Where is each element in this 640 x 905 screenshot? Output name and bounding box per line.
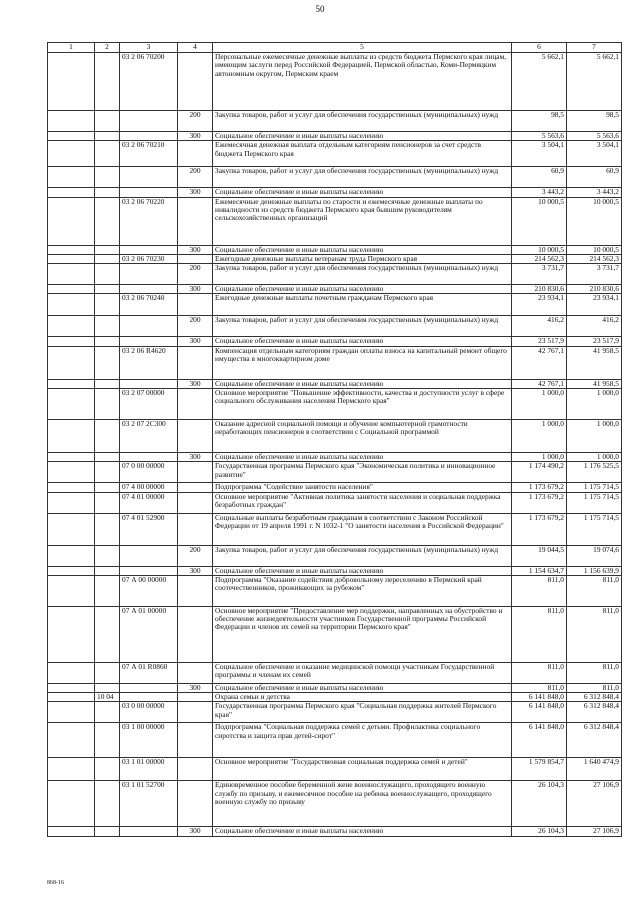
cell-expense-type <box>178 693 213 702</box>
cell-amount-2017: 6 141 848,0 <box>512 693 567 702</box>
cell-amount-2017: 811,0 <box>512 662 567 683</box>
cell-name: Оказание адресной социальной помощи и обучение компьютерной грамотности неработающих пенсионеров в соответствии с Социальной программой <box>213 419 512 452</box>
cell-target-code: 07 А 01 R0860 <box>120 662 178 683</box>
cell-expense-type <box>178 53 213 111</box>
cell-name: Закупка товаров, работ и услуг для обеспечения государственных (муниципальных) нужд <box>213 316 512 337</box>
cell-amount-2018: 6 312 848,4 <box>567 702 622 723</box>
cell-section <box>95 483 120 492</box>
cell-section <box>95 606 120 662</box>
cell-section <box>95 197 120 245</box>
cell-section <box>95 419 120 452</box>
cell-section <box>95 513 120 545</box>
cell-amount-2018: 5 563,6 <box>567 132 622 141</box>
cell-amount-2017: 1 173 679,2 <box>512 492 567 513</box>
cell-blank <box>48 379 95 388</box>
column-header: 3 <box>120 43 178 53</box>
cell-expense-type: 200 <box>178 545 213 566</box>
cell-target-code <box>120 111 178 132</box>
cell-amount-2018: 811,0 <box>567 662 622 683</box>
cell-amount-2018: 811,0 <box>567 575 622 606</box>
cell-section <box>95 285 120 294</box>
cell-blank <box>48 188 95 197</box>
cell-amount-2017: 811,0 <box>512 683 567 692</box>
cell-name: Подпрограмма "Содействие занятости населения" <box>213 483 512 492</box>
cell-amount-2017: 811,0 <box>512 575 567 606</box>
cell-amount-2017: 98,5 <box>512 111 567 132</box>
cell-section <box>95 245 120 254</box>
cell-blank <box>48 141 95 167</box>
cell-amount-2018: 1 000,0 <box>567 452 622 461</box>
column-header: 4 <box>178 43 213 53</box>
cell-name: Компенсация отдельным категориям граждан оплаты взноса на капитальный ремонт общего имущества в многоквартирном доме <box>213 346 512 379</box>
cell-name: Подпрограмма "Социальная поддержка семей с детьми. Профилактика социального сиротства и защита прав детей-сирот" <box>213 723 512 758</box>
table-row <box>48 337 622 346</box>
cell-target-code: 03 2 07 2С300 <box>120 419 178 452</box>
cell-blank <box>48 452 95 461</box>
cell-amount-2018: 5 662,1 <box>567 53 622 111</box>
cell-expense-type: 200 <box>178 264 213 285</box>
cell-amount-2018: 1 000,0 <box>567 419 622 452</box>
cell-amount-2017: 5 563,6 <box>512 132 567 141</box>
budget-table <box>47 42 622 837</box>
cell-blank <box>48 513 95 545</box>
cell-amount-2017: 26 104,3 <box>512 827 567 836</box>
table-row <box>48 462 622 483</box>
cell-name: Закупка товаров, работ и услуг для обеспечения государственных (муниципальных) нужд <box>213 264 512 285</box>
cell-expense-type: 300 <box>178 379 213 388</box>
cell-target-code <box>120 188 178 197</box>
cell-blank <box>48 483 95 492</box>
cell-amount-2017: 23 517,9 <box>512 337 567 346</box>
cell-target-code <box>120 683 178 692</box>
table-row <box>48 758 622 781</box>
cell-target-code: 07 4 01 52900 <box>120 513 178 545</box>
cell-target-code: 03 2 06 R4620 <box>120 346 178 379</box>
cell-blank <box>48 197 95 245</box>
cell-target-code: 07 4 01 00000 <box>120 492 178 513</box>
cell-section <box>95 723 120 758</box>
cell-expense-type <box>178 781 213 827</box>
cell-amount-2017: 10 000,5 <box>512 197 567 245</box>
cell-target-code: 03 2 07 00000 <box>120 388 178 419</box>
table-row <box>48 545 622 566</box>
cell-section <box>95 167 120 188</box>
cell-amount-2018: 1 000,0 <box>567 388 622 419</box>
cell-expense-type <box>178 462 213 483</box>
cell-amount-2017: 1 000,0 <box>512 419 567 452</box>
cell-name: Социальное обеспечение и оказание медицинской помощи участникам Государственной программы и членам их семей <box>213 662 512 683</box>
cell-expense-type: 300 <box>178 285 213 294</box>
cell-expense-type <box>178 492 213 513</box>
table-row <box>48 294 622 316</box>
table-row <box>48 197 622 245</box>
cell-expense-type <box>178 294 213 316</box>
cell-amount-2017: 1 173 679,2 <box>512 513 567 545</box>
cell-expense-type <box>178 346 213 379</box>
cell-target-code <box>120 545 178 566</box>
cell-target-code: 03 2 06 70210 <box>120 141 178 167</box>
table-row <box>48 53 622 111</box>
cell-amount-2018: 19 074,6 <box>567 545 622 566</box>
cell-target-code: 07 0 00 00000 <box>120 462 178 483</box>
table-row <box>48 513 622 545</box>
cell-name: Ежемесячные денежные выплаты по старости и ежемесячные денежные выплаты по инвалидности из средств бюджета Пермского края бывшим руководителям сельскохозяйственных организаций <box>213 197 512 245</box>
cell-name: Основное мероприятие "Предоставление мер поддержки, направленных на обустройство и обеспечение жизнедеятельности участников Государственной программы Российской Федерации и членов их семей на территории Пермского края" <box>213 606 512 662</box>
cell-expense-type: 300 <box>178 245 213 254</box>
footer-code: 868-16 <box>47 880 64 886</box>
cell-section <box>95 141 120 167</box>
table-row <box>48 141 622 167</box>
cell-blank <box>48 388 95 419</box>
cell-section <box>95 545 120 566</box>
table-row <box>48 702 622 723</box>
cell-amount-2018: 41 958,5 <box>567 379 622 388</box>
cell-blank <box>48 781 95 827</box>
cell-blank <box>48 264 95 285</box>
cell-blank <box>48 758 95 781</box>
cell-name: Социальное обеспечение и иные выплаты населению <box>213 245 512 254</box>
cell-blank <box>48 132 95 141</box>
cell-name: Государственная программа Пермского края "Социальная поддержка жителей Пермского края" <box>213 702 512 723</box>
cell-amount-2017: 3 443,2 <box>512 188 567 197</box>
cell-amount-2018: 1 156 639,9 <box>567 566 622 575</box>
cell-amount-2018: 416,2 <box>567 316 622 337</box>
cell-name: Персональные ежемесячные денежные выплаты из средств бюджета Пермского края лицам, имеющим заслуги перед Российской Федерацией, Пермской областью, Коми-Пермяцким автономным округом, Пермским краем <box>213 53 512 111</box>
cell-name: Государственная программа Пермского края "Экономическая политика и инновационное развитие" <box>213 462 512 483</box>
cell-section <box>95 758 120 781</box>
cell-blank <box>48 111 95 132</box>
cell-section <box>95 492 120 513</box>
cell-amount-2017: 3 731,7 <box>512 264 567 285</box>
cell-target-code <box>120 337 178 346</box>
cell-name: Социальное обеспечение и иные выплаты населению <box>213 452 512 461</box>
cell-amount-2017: 42 767,1 <box>512 346 567 379</box>
cell-amount-2018: 10 000,5 <box>567 245 622 254</box>
cell-amount-2018: 1 176 525,5 <box>567 462 622 483</box>
cell-name: Закупка товаров, работ и услуг для обеспечения государственных (муниципальных) нужд <box>213 545 512 566</box>
cell-name: Ежегодные денежные выплаты ветеранам труда Пермского края <box>213 254 512 263</box>
cell-blank <box>48 545 95 566</box>
cell-expense-type: 300 <box>178 683 213 692</box>
cell-target-code: 03 2 06 70200 <box>120 53 178 111</box>
cell-blank <box>48 683 95 692</box>
cell-expense-type <box>178 702 213 723</box>
cell-amount-2018: 210 830,6 <box>567 285 622 294</box>
table-row <box>48 606 622 662</box>
cell-amount-2017: 60,9 <box>512 167 567 188</box>
cell-section <box>95 254 120 263</box>
cell-section <box>95 337 120 346</box>
cell-section <box>95 379 120 388</box>
cell-amount-2017: 19 044,5 <box>512 545 567 566</box>
cell-name: Социальное обеспечение и иные выплаты населению <box>213 566 512 575</box>
table-row <box>48 575 622 606</box>
cell-amount-2017: 1 000,0 <box>512 388 567 419</box>
cell-section <box>95 294 120 316</box>
cell-expense-type <box>178 483 213 492</box>
cell-section <box>95 452 120 461</box>
cell-section: 10 04 <box>95 693 120 702</box>
cell-name: Ежемесячная денежная выплата отдельным категориям пенсионеров за счет средств бюджета Пермского края <box>213 141 512 167</box>
cell-amount-2017: 1 000,0 <box>512 452 567 461</box>
cell-target-code <box>120 264 178 285</box>
cell-target-code: 07 4 00 00000 <box>120 483 178 492</box>
column-header: 7 <box>567 43 622 53</box>
cell-expense-type <box>178 606 213 662</box>
cell-amount-2018: 3 504,1 <box>567 141 622 167</box>
column-header: 6 <box>512 43 567 53</box>
table-row <box>48 316 622 337</box>
cell-name: Охрана семьи и детства <box>213 693 512 702</box>
cell-amount-2018: 1 175 714,5 <box>567 483 622 492</box>
table-row <box>48 167 622 188</box>
table-row <box>48 111 622 132</box>
cell-blank <box>48 492 95 513</box>
cell-section <box>95 53 120 111</box>
cell-name: Социальное обеспечение и иные выплаты населению <box>213 285 512 294</box>
cell-amount-2017: 5 662,1 <box>512 53 567 111</box>
cell-blank <box>48 566 95 575</box>
column-header: 2 <box>95 43 120 53</box>
cell-blank <box>48 419 95 452</box>
cell-amount-2017: 26 104,3 <box>512 781 567 827</box>
cell-name: Единовременное пособие беременной жене военнослужащего, проходящего военную службу по призыву, и ежемесячное пособие на ребенка военнослужащего, проходящего военную службу по призыву <box>213 781 512 827</box>
cell-blank <box>48 316 95 337</box>
cell-amount-2018: 27 106,9 <box>567 781 622 827</box>
cell-blank <box>48 702 95 723</box>
cell-amount-2017: 214 562,3 <box>512 254 567 263</box>
table-row <box>48 245 622 254</box>
cell-blank <box>48 575 95 606</box>
cell-name: Основное мероприятие "Активная политика занятости населения и социальная поддержка безработных граждан" <box>213 492 512 513</box>
cell-amount-2017: 1 173 679,2 <box>512 483 567 492</box>
cell-name: Социальное обеспечение и иные выплаты населению <box>213 188 512 197</box>
cell-amount-2018: 3 731,7 <box>567 264 622 285</box>
cell-expense-type <box>178 758 213 781</box>
cell-blank <box>48 294 95 316</box>
cell-expense-type: 200 <box>178 111 213 132</box>
cell-section <box>95 566 120 575</box>
cell-section <box>95 388 120 419</box>
cell-amount-2017: 811,0 <box>512 606 567 662</box>
cell-amount-2018: 60,9 <box>567 167 622 188</box>
table-row <box>48 723 622 758</box>
table-row <box>48 662 622 683</box>
cell-amount-2018: 10 000,5 <box>567 197 622 245</box>
cell-amount-2018: 23 934,1 <box>567 294 622 316</box>
table-row <box>48 566 622 575</box>
cell-blank <box>48 254 95 263</box>
cell-expense-type <box>178 141 213 167</box>
cell-target-code: 03 2 06 70230 <box>120 254 178 263</box>
cell-target-code: 03 2 06 70220 <box>120 197 178 245</box>
cell-section <box>95 781 120 827</box>
cell-name: Социальное обеспечение и иные выплаты населению <box>213 683 512 692</box>
cell-section <box>95 702 120 723</box>
cell-expense-type: 300 <box>178 337 213 346</box>
cell-expense-type <box>178 723 213 758</box>
cell-section <box>95 346 120 379</box>
table-row <box>48 264 622 285</box>
column-header: 5 <box>213 43 512 53</box>
cell-blank <box>48 827 95 836</box>
cell-amount-2018: 1 640 474,9 <box>567 758 622 781</box>
cell-name: Социальное обеспечение и иные выплаты населению <box>213 827 512 836</box>
cell-expense-type <box>178 197 213 245</box>
cell-name: Основное мероприятие "Повышение эффективности, качества и доступности услуг в сфере социального обслуживания населения Пермского края" <box>213 388 512 419</box>
cell-blank <box>48 346 95 379</box>
cell-section <box>95 827 120 836</box>
cell-amount-2017: 42 767,1 <box>512 379 567 388</box>
cell-target-code: 07 А 01 00000 <box>120 606 178 662</box>
table-row <box>48 188 622 197</box>
cell-amount-2017: 1 154 634,7 <box>512 566 567 575</box>
cell-name: Социальное обеспечение и иные выплаты населению <box>213 132 512 141</box>
cell-target-code: 03 2 06 70240 <box>120 294 178 316</box>
cell-amount-2017: 1 579 854,7 <box>512 758 567 781</box>
page-number: 50 <box>315 4 325 14</box>
cell-name: Основное мероприятие "Государственная социальная поддержка семей и детей" <box>213 758 512 781</box>
cell-expense-type: 300 <box>178 132 213 141</box>
cell-name: Закупка товаров, работ и услуг для обеспечения государственных (муниципальных) нужд <box>213 111 512 132</box>
cell-name: Социальное обеспечение и иные выплаты населению <box>213 379 512 388</box>
cell-expense-type: 300 <box>178 827 213 836</box>
cell-amount-2018: 23 517,9 <box>567 337 622 346</box>
cell-target-code: 03 0 00 00000 <box>120 702 178 723</box>
cell-blank <box>48 693 95 702</box>
cell-target-code: 03 1 01 00000 <box>120 758 178 781</box>
cell-expense-type <box>178 575 213 606</box>
cell-section <box>95 111 120 132</box>
cell-expense-type <box>178 419 213 452</box>
cell-name: Ежегодные денежные выплаты почетным гражданам Пермского края <box>213 294 512 316</box>
cell-blank <box>48 337 95 346</box>
cell-name: Подпрограмма "Оказание содействия добровольному переселению в Пермский край соотечественников, проживающих за рубежом" <box>213 575 512 606</box>
cell-amount-2018: 1 175 714,5 <box>567 513 622 545</box>
cell-amount-2017: 6 141 848,0 <box>512 702 567 723</box>
cell-amount-2018: 3 443,2 <box>567 188 622 197</box>
table-row <box>48 388 622 419</box>
cell-expense-type <box>178 662 213 683</box>
cell-target-code <box>120 566 178 575</box>
column-number-row <box>48 43 622 53</box>
cell-name: Закупка товаров, работ и услуг для обеспечения государственных (муниципальных) нужд <box>213 167 512 188</box>
cell-target-code <box>120 167 178 188</box>
cell-name: Социальное обеспечение и иные выплаты населению <box>213 337 512 346</box>
cell-amount-2018: 811,0 <box>567 606 622 662</box>
cell-section <box>95 575 120 606</box>
table-row <box>48 781 622 827</box>
cell-target-code <box>120 245 178 254</box>
cell-expense-type: 200 <box>178 316 213 337</box>
cell-blank <box>48 167 95 188</box>
cell-section <box>95 316 120 337</box>
cell-expense-type: 300 <box>178 566 213 575</box>
cell-section <box>95 132 120 141</box>
cell-amount-2018: 41 958,5 <box>567 346 622 379</box>
cell-amount-2018: 27 106,9 <box>567 827 622 836</box>
cell-blank <box>48 606 95 662</box>
cell-amount-2018: 811,0 <box>567 683 622 692</box>
cell-target-code: 07 А 00 00000 <box>120 575 178 606</box>
cell-amount-2017: 6 141 848,0 <box>512 723 567 758</box>
cell-amount-2018: 214 562,3 <box>567 254 622 263</box>
cell-section <box>95 662 120 683</box>
table-row <box>48 827 622 836</box>
cell-amount-2018: 1 175 714,5 <box>567 492 622 513</box>
cell-blank <box>48 245 95 254</box>
cell-amount-2018: 6 312 848,4 <box>567 723 622 758</box>
cell-section <box>95 188 120 197</box>
cell-blank <box>48 285 95 294</box>
cell-amount-2017: 3 504,1 <box>512 141 567 167</box>
cell-expense-type: 300 <box>178 452 213 461</box>
cell-expense-type <box>178 388 213 419</box>
cell-amount-2018: 98,5 <box>567 111 622 132</box>
cell-amount-2017: 416,2 <box>512 316 567 337</box>
cell-amount-2017: 23 934,1 <box>512 294 567 316</box>
table-row <box>48 483 622 492</box>
cell-expense-type: 200 <box>178 167 213 188</box>
cell-target-code: 03 1 00 00000 <box>120 723 178 758</box>
cell-blank <box>48 662 95 683</box>
cell-expense-type <box>178 513 213 545</box>
table-row <box>48 419 622 452</box>
cell-target-code <box>120 316 178 337</box>
cell-target-code: 03 1 01 52700 <box>120 781 178 827</box>
table-body <box>48 53 622 837</box>
cell-blank <box>48 53 95 111</box>
cell-name: Социальные выплаты безработным гражданам в соответствии с Законом Российской Федерации от 19 апреля 1991 г. N 1032-1 "О занятости населения в Российской Федерации" <box>213 513 512 545</box>
column-header: 1 <box>48 43 95 53</box>
cell-blank <box>48 723 95 758</box>
table-row <box>48 346 622 379</box>
cell-expense-type: 300 <box>178 188 213 197</box>
cell-amount-2018: 6 312 848,4 <box>567 693 622 702</box>
table-row <box>48 492 622 513</box>
cell-amount-2017: 1 174 490,2 <box>512 462 567 483</box>
cell-amount-2017: 10 000,5 <box>512 245 567 254</box>
cell-amount-2017: 210 830,6 <box>512 285 567 294</box>
cell-section <box>95 462 120 483</box>
cell-blank <box>48 462 95 483</box>
cell-section <box>95 264 120 285</box>
cell-target-code <box>120 827 178 836</box>
